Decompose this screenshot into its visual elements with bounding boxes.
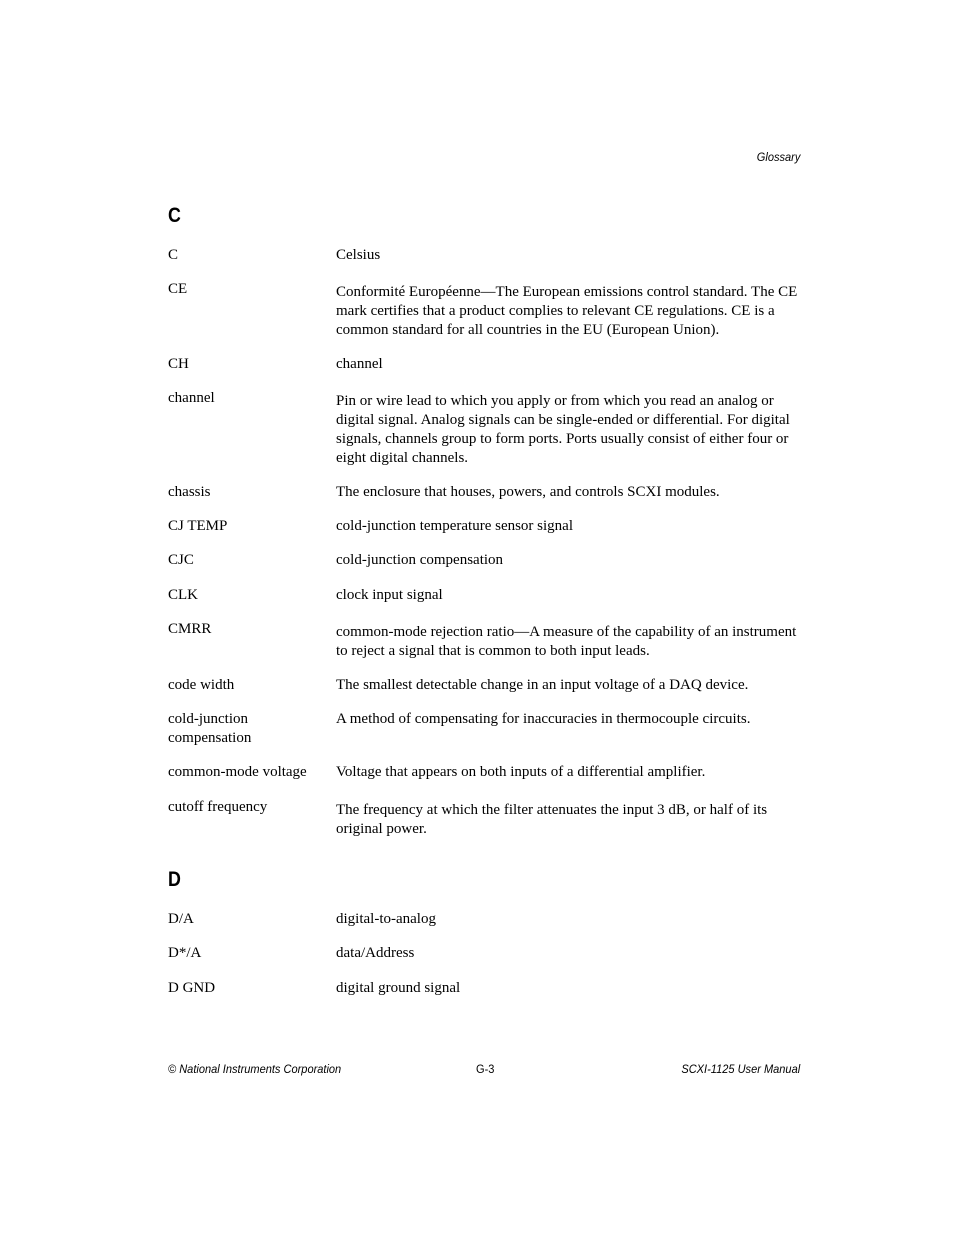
- glossary-definition: common-mode rejection ratio—A measure of the capability of an instrument to reject a signal that is common to both input leads.: [336, 624, 797, 659]
- glossary-term: chassis: [168, 484, 211, 500]
- glossary-term: D GND: [168, 980, 216, 996]
- footer-copyright: © National Instruments Corporation: [168, 1062, 342, 1076]
- footer-manual-title: SCXI-1125 User Manual: [681, 1062, 800, 1076]
- glossary-term: CJ TEMP: [168, 518, 228, 534]
- glossary-definition: digital-to-analog: [336, 911, 436, 927]
- glossary-term: C: [168, 247, 179, 263]
- glossary-term: D*/A: [168, 945, 202, 961]
- glossary-definition: cold-junction temperature sensor signal: [336, 518, 574, 534]
- glossary-term: CJC: [168, 552, 194, 568]
- glossary-definition: The smallest detectable change in an input voltage of a DAQ device.: [336, 677, 749, 693]
- running-head: Glossary: [756, 150, 800, 164]
- glossary-term: cold-junction compensation: [168, 711, 252, 746]
- section-heading-d: D: [168, 868, 181, 891]
- glossary-definition: The enclosure that houses, powers, and controls SCXI modules.: [336, 484, 720, 500]
- glossary-definition: data/Address: [336, 945, 415, 961]
- glossary-term: common-mode voltage: [168, 764, 307, 780]
- glossary-term: channel: [168, 390, 215, 406]
- glossary-term: CLK: [168, 587, 198, 603]
- glossary-definition: cold-junction compensation: [336, 552, 504, 568]
- footer-page-number: G-3: [476, 1062, 495, 1076]
- glossary-term: code width: [168, 677, 235, 693]
- glossary-definition: Conformité Européenne—The European emissions control standard. The CE mark certifies that a product complies to relevant CE regulations. CE is a common standard for all countries in the EU (European Union).: [336, 284, 798, 338]
- glossary-definition: A method of compensating for inaccuracies in thermocouple circuits.: [336, 711, 751, 727]
- glossary-term: D/A: [168, 911, 194, 927]
- glossary-definition: Voltage that appears on both inputs of a differential amplifier.: [336, 764, 706, 780]
- glossary-definition: Celsius: [336, 247, 381, 263]
- glossary-term: cutoff frequency: [168, 799, 268, 815]
- glossary-definition: digital ground signal: [336, 980, 461, 996]
- glossary-term: CH: [168, 356, 189, 372]
- glossary-definition: Pin or wire lead to which you apply or from which you read an analog or digital signal. Analog signals can be single-ended or differential. For digital signals, channels group to form ports. Ports usually consist of either four or eight digital channels.: [336, 393, 790, 466]
- glossary-definition: channel: [336, 356, 383, 372]
- glossary-term: CE: [168, 281, 188, 297]
- glossary-definition: clock input signal: [336, 587, 443, 603]
- glossary-term: CMRR: [168, 621, 212, 637]
- section-heading-c: C: [168, 204, 181, 227]
- glossary-definition: The frequency at which the filter attenuates the input 3 dB, or half of its original power.: [336, 802, 768, 837]
